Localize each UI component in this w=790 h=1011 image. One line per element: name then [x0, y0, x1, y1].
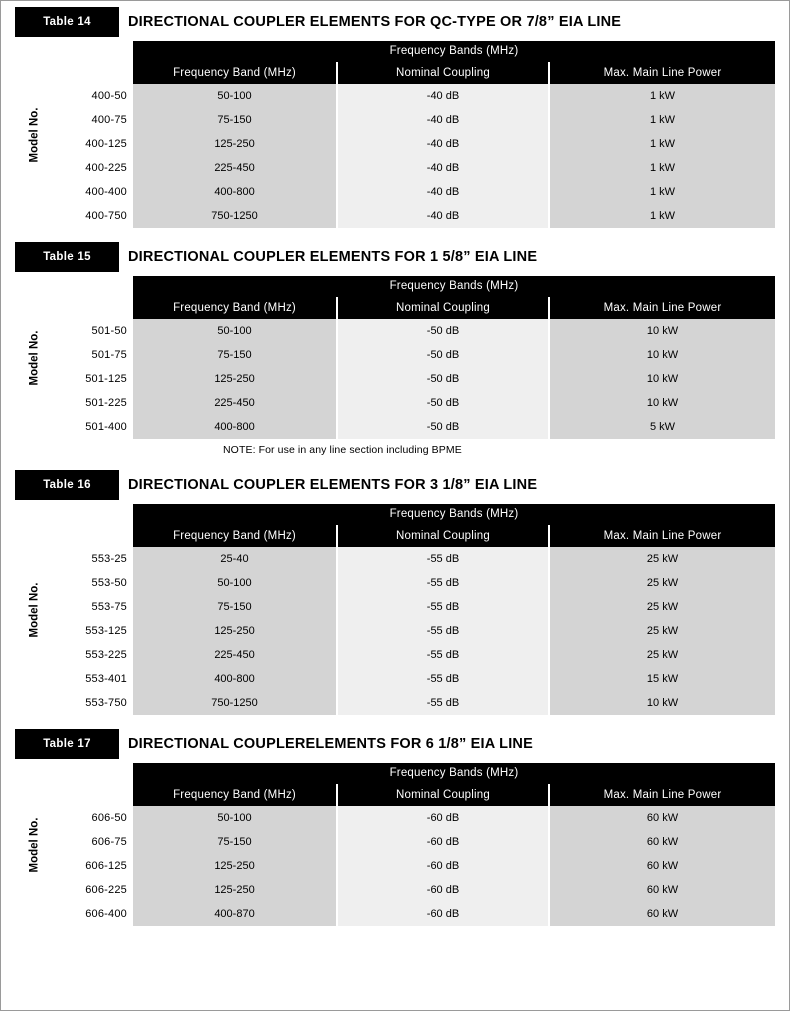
- spacer: [29, 276, 127, 297]
- cell-nominal-coupling: -55 dB: [336, 547, 548, 571]
- cell-max-main-line-power: 10 kW: [548, 343, 775, 367]
- cell-max-main-line-power: 1 kW: [548, 180, 775, 204]
- column-header-row: [133, 784, 775, 806]
- model-number-cell: 606-50: [91, 812, 127, 824]
- frequency-bands-banner: Frequency Bands (MHz): [133, 504, 775, 525]
- table-block: [15, 242, 775, 456]
- model-no-vertical-label: Model No.: [28, 582, 41, 637]
- model-number-cell: 553-750: [85, 697, 127, 709]
- data-grid: [133, 276, 775, 439]
- table-row: [133, 854, 775, 878]
- column-header: Nominal Coupling: [336, 62, 548, 84]
- table-title: DIRECTIONAL COUPLER ELEMENTS FOR 3 1/8” EIA LINE: [128, 477, 538, 493]
- data-grid: [133, 504, 775, 715]
- model-number-cell: 553-401: [85, 673, 127, 685]
- cell-frequency-band: 75-150: [133, 343, 336, 367]
- cell-nominal-coupling: -60 dB: [336, 902, 548, 926]
- model-number-cell: 400-750: [85, 210, 127, 222]
- cell-max-main-line-power: 1 kW: [548, 204, 775, 228]
- cell-max-main-line-power: 5 kW: [548, 415, 775, 439]
- table-row: [133, 691, 775, 715]
- cell-max-main-line-power: 15 kW: [548, 667, 775, 691]
- cell-max-main-line-power: 10 kW: [548, 691, 775, 715]
- cell-max-main-line-power: 25 kW: [548, 595, 775, 619]
- spacer: [29, 62, 127, 84]
- cell-frequency-band: 225-450: [133, 643, 336, 667]
- model-number-cell: 501-75: [91, 349, 127, 361]
- spacer: [29, 784, 127, 806]
- table-header-row: [15, 729, 775, 759]
- column-header: Frequency Band (MHz): [173, 67, 296, 79]
- cell-max-main-line-power: 60 kW: [548, 878, 775, 902]
- left-label-area: [15, 763, 133, 926]
- cell-frequency-band: 750-1250: [133, 204, 336, 228]
- table-row: [133, 878, 775, 902]
- cell-nominal-coupling: -55 dB: [336, 667, 548, 691]
- cell-nominal-coupling: -40 dB: [336, 108, 548, 132]
- model-number-cell: 400-400: [85, 186, 127, 198]
- table-header-row: [15, 242, 775, 272]
- cell-frequency-band: 125-250: [133, 367, 336, 391]
- table-block: [15, 729, 775, 926]
- model-number-cell: 606-75: [91, 836, 127, 848]
- table-row: [133, 806, 775, 830]
- model-number-cell: 553-125: [85, 625, 127, 637]
- column-header: Frequency Band (MHz): [173, 789, 296, 801]
- model-number-cell: 606-125: [85, 860, 127, 872]
- model-number-cell: 501-225: [85, 397, 127, 409]
- column-header: Max. Main Line Power: [548, 525, 775, 547]
- model-number-cell: 553-25: [91, 553, 127, 565]
- model-number-cell: 400-50: [91, 90, 127, 102]
- table-body: [15, 504, 775, 715]
- table-number-tag: Table 16: [15, 470, 119, 500]
- left-label-area: [15, 276, 133, 439]
- cell-nominal-coupling: -40 dB: [336, 132, 548, 156]
- column-header: Max. Main Line Power: [548, 784, 775, 806]
- model-number-column: [29, 504, 133, 715]
- cell-nominal-coupling: -55 dB: [336, 619, 548, 643]
- table-body: [15, 41, 775, 228]
- cell-frequency-band: 50-100: [133, 806, 336, 830]
- cell-nominal-coupling: -60 dB: [336, 830, 548, 854]
- cell-max-main-line-power: 10 kW: [548, 319, 775, 343]
- model-number-column: [29, 276, 133, 439]
- table-row: [133, 319, 775, 343]
- model-no-vertical-label: Model No.: [28, 330, 41, 385]
- table-body: [15, 763, 775, 926]
- model-no-vertical-label: Model No.: [28, 817, 41, 872]
- model-number-cell: 400-125: [85, 138, 127, 150]
- cell-nominal-coupling: -50 dB: [336, 319, 548, 343]
- cell-frequency-band: 75-150: [133, 830, 336, 854]
- vertical-axis-label-column: [5, 763, 41, 926]
- spacer: [29, 504, 127, 525]
- table-note: NOTE: For use in any line section including BPME: [223, 444, 462, 456]
- cell-frequency-band: 75-150: [133, 595, 336, 619]
- cell-nominal-coupling: -55 dB: [336, 691, 548, 715]
- table-row: [133, 84, 775, 108]
- cell-max-main-line-power: 25 kW: [548, 571, 775, 595]
- cell-nominal-coupling: -40 dB: [336, 84, 548, 108]
- cell-max-main-line-power: 1 kW: [548, 156, 775, 180]
- table-block: [15, 7, 775, 228]
- column-header-row: [133, 62, 775, 84]
- cell-max-main-line-power: 60 kW: [548, 854, 775, 878]
- column-header: Max. Main Line Power: [548, 62, 775, 84]
- table-row: [133, 830, 775, 854]
- model-number-cell: 501-400: [85, 421, 127, 433]
- cell-max-main-line-power: 1 kW: [548, 132, 775, 156]
- cell-max-main-line-power: 10 kW: [548, 391, 775, 415]
- table-row: [133, 156, 775, 180]
- cell-frequency-band: 225-450: [133, 391, 336, 415]
- table-number-tag: Table 17: [15, 729, 119, 759]
- column-header-row: [133, 525, 775, 547]
- cell-frequency-band: 400-800: [133, 415, 336, 439]
- frequency-bands-banner: Frequency Bands (MHz): [133, 276, 775, 297]
- cell-frequency-band: 400-800: [133, 180, 336, 204]
- cell-nominal-coupling: -60 dB: [336, 878, 548, 902]
- data-grid: [133, 763, 775, 926]
- cell-nominal-coupling: -40 dB: [336, 180, 548, 204]
- cell-nominal-coupling: -50 dB: [336, 343, 548, 367]
- table-row: [133, 571, 775, 595]
- cell-frequency-band: 750-1250: [133, 691, 336, 715]
- cell-nominal-coupling: -55 dB: [336, 595, 548, 619]
- cell-nominal-coupling: -40 dB: [336, 156, 548, 180]
- cell-nominal-coupling: -55 dB: [336, 643, 548, 667]
- table-header-row: [15, 470, 775, 500]
- vertical-axis-label-column: [5, 41, 41, 228]
- table-title: DIRECTIONAL COUPLER ELEMENTS FOR QC-TYPE OR 7/8” EIA LINE: [128, 14, 622, 30]
- table-block: [15, 470, 775, 715]
- table-row: [133, 343, 775, 367]
- left-label-area: [15, 504, 133, 715]
- cell-max-main-line-power: 10 kW: [548, 367, 775, 391]
- cell-nominal-coupling: -60 dB: [336, 854, 548, 878]
- cell-nominal-coupling: -50 dB: [336, 367, 548, 391]
- table-number-tag: Table 14: [15, 7, 119, 37]
- model-number-cell: 606-225: [85, 884, 127, 896]
- column-header: Max. Main Line Power: [548, 297, 775, 319]
- cell-frequency-band: 50-100: [133, 319, 336, 343]
- frequency-bands-banner: Frequency Bands (MHz): [133, 41, 775, 62]
- table-row: [133, 391, 775, 415]
- table-row: [133, 902, 775, 926]
- model-number-cell: 501-125: [85, 373, 127, 385]
- vertical-axis-label-column: [5, 276, 41, 439]
- table-row: [133, 643, 775, 667]
- cell-frequency-band: 125-250: [133, 854, 336, 878]
- model-number-cell: 400-75: [91, 114, 127, 126]
- table-row: [133, 667, 775, 691]
- cell-max-main-line-power: 1 kW: [548, 84, 775, 108]
- spacer: [29, 763, 127, 784]
- table-body: [15, 276, 775, 439]
- table-title: DIRECTIONAL COUPLER ELEMENTS FOR 1 5/8” EIA LINE: [128, 249, 538, 265]
- cell-frequency-band: 400-870: [133, 902, 336, 926]
- table-number-tag: Table 15: [15, 242, 119, 272]
- cell-frequency-band: 125-250: [133, 132, 336, 156]
- column-header: Nominal Coupling: [336, 297, 548, 319]
- spacer: [29, 297, 127, 319]
- table-row: [133, 367, 775, 391]
- cell-nominal-coupling: -50 dB: [336, 391, 548, 415]
- cell-frequency-band: 225-450: [133, 156, 336, 180]
- model-number-cell: 553-75: [91, 601, 127, 613]
- column-header: Frequency Band (MHz): [173, 530, 296, 542]
- cell-frequency-band: 50-100: [133, 571, 336, 595]
- spacer: [29, 525, 127, 547]
- cell-max-main-line-power: 25 kW: [548, 547, 775, 571]
- cell-max-main-line-power: 25 kW: [548, 619, 775, 643]
- tables-container: [15, 7, 775, 926]
- cell-nominal-coupling: -55 dB: [336, 571, 548, 595]
- column-header: Nominal Coupling: [336, 784, 548, 806]
- cell-frequency-band: 125-250: [133, 619, 336, 643]
- table-row: [133, 180, 775, 204]
- table-row: [133, 204, 775, 228]
- table-row: [133, 132, 775, 156]
- cell-nominal-coupling: -60 dB: [336, 806, 548, 830]
- cell-frequency-band: 125-250: [133, 878, 336, 902]
- frequency-bands-banner: Frequency Bands (MHz): [133, 763, 775, 784]
- model-number-cell: 553-225: [85, 649, 127, 661]
- data-grid: [133, 41, 775, 228]
- left-label-area: [15, 41, 133, 228]
- column-header: Frequency Band (MHz): [173, 302, 296, 314]
- table-row: [133, 415, 775, 439]
- model-no-vertical-label: Model No.: [28, 107, 41, 162]
- model-number-cell: 606-400: [85, 908, 127, 920]
- column-header: Nominal Coupling: [336, 525, 548, 547]
- cell-max-main-line-power: 60 kW: [548, 806, 775, 830]
- cell-frequency-band: 400-800: [133, 667, 336, 691]
- model-number-cell: 553-50: [91, 577, 127, 589]
- cell-max-main-line-power: 60 kW: [548, 902, 775, 926]
- table-row: [133, 619, 775, 643]
- vertical-axis-label-column: [5, 504, 41, 715]
- cell-nominal-coupling: -50 dB: [336, 415, 548, 439]
- model-number-cell: 400-225: [85, 162, 127, 174]
- column-header-row: [133, 297, 775, 319]
- table-row: [133, 595, 775, 619]
- table-header-row: [15, 7, 775, 37]
- model-number-column: [29, 763, 133, 926]
- cell-max-main-line-power: 25 kW: [548, 643, 775, 667]
- table-row: [133, 108, 775, 132]
- cell-frequency-band: 75-150: [133, 108, 336, 132]
- table-row: [133, 547, 775, 571]
- spacer: [29, 41, 127, 62]
- cell-nominal-coupling: -40 dB: [336, 204, 548, 228]
- cell-max-main-line-power: 60 kW: [548, 830, 775, 854]
- cell-max-main-line-power: 1 kW: [548, 108, 775, 132]
- cell-frequency-band: 50-100: [133, 84, 336, 108]
- model-number-cell: 501-50: [91, 325, 127, 337]
- model-number-column: [29, 41, 133, 228]
- cell-frequency-band: 25-40: [133, 547, 336, 571]
- table-title: DIRECTIONAL COUPLERELEMENTS FOR 6 1/8” EIA LINE: [128, 736, 533, 752]
